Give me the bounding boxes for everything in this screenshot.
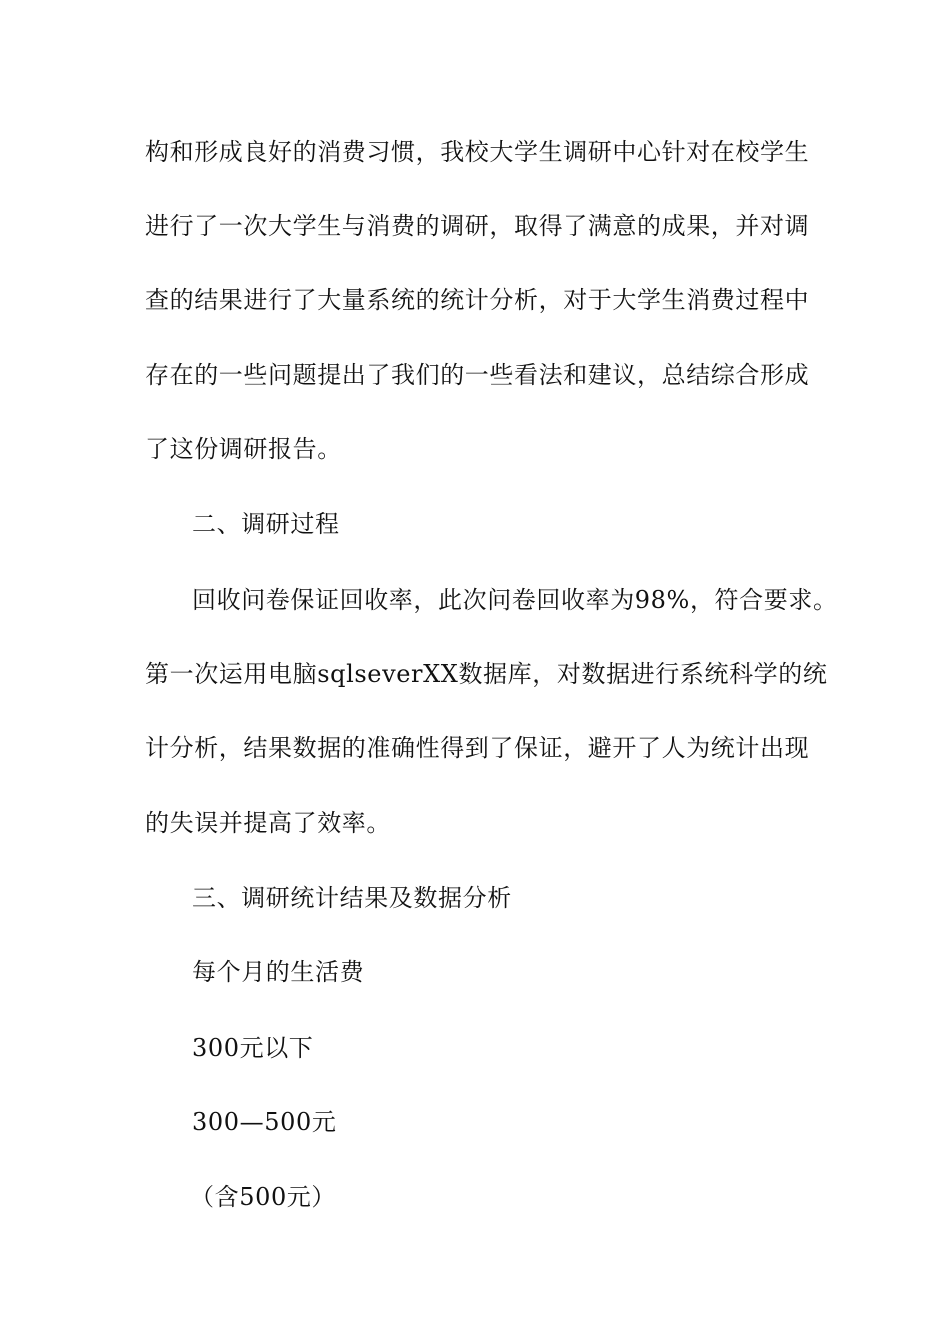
paragraph-line-6: 回收问卷保证回收率，此次问卷回收率为98%，符合要求。 — [192, 586, 838, 614]
paragraph-line-1: 构和形成良好的消费习惯，我校大学生调研中心针对在校学生 — [145, 138, 810, 166]
table-label-300-500: 300—500元 — [192, 1108, 337, 1136]
paragraph-line-8: 计分析，结果数据的准确性得到了保证，避开了人为统计出现 — [145, 734, 810, 762]
paragraph-line-9: 的失误并提高了效率。 — [145, 809, 391, 837]
paragraph-line-3: 查的结果进行了大量系统的统计分析，对于大学生消费过程中 — [145, 286, 810, 314]
section-heading-2: 二、调研过程 — [192, 510, 340, 538]
table-label-including-500: （含500元） — [190, 1183, 337, 1211]
table-label-monthly-allowance: 每个月的生活费 — [192, 958, 365, 986]
section-heading-3: 三、调研统计结果及数据分析 — [192, 884, 512, 912]
paragraph-line-4: 存在的一些问题提出了我们的一些看法和建议，总结综合形成 — [145, 361, 810, 389]
paragraph-line-7: 第一次运用电脑sqlseverXX数据库，对数据进行系统科学的统 — [145, 660, 828, 688]
paragraph-line-5: 了这份调研报告。 — [145, 435, 342, 463]
table-label-under-300: 300元以下 — [192, 1034, 314, 1062]
paragraph-line-2: 进行了一次大学生与消费的调研，取得了满意的成果，并对调 — [145, 212, 810, 240]
